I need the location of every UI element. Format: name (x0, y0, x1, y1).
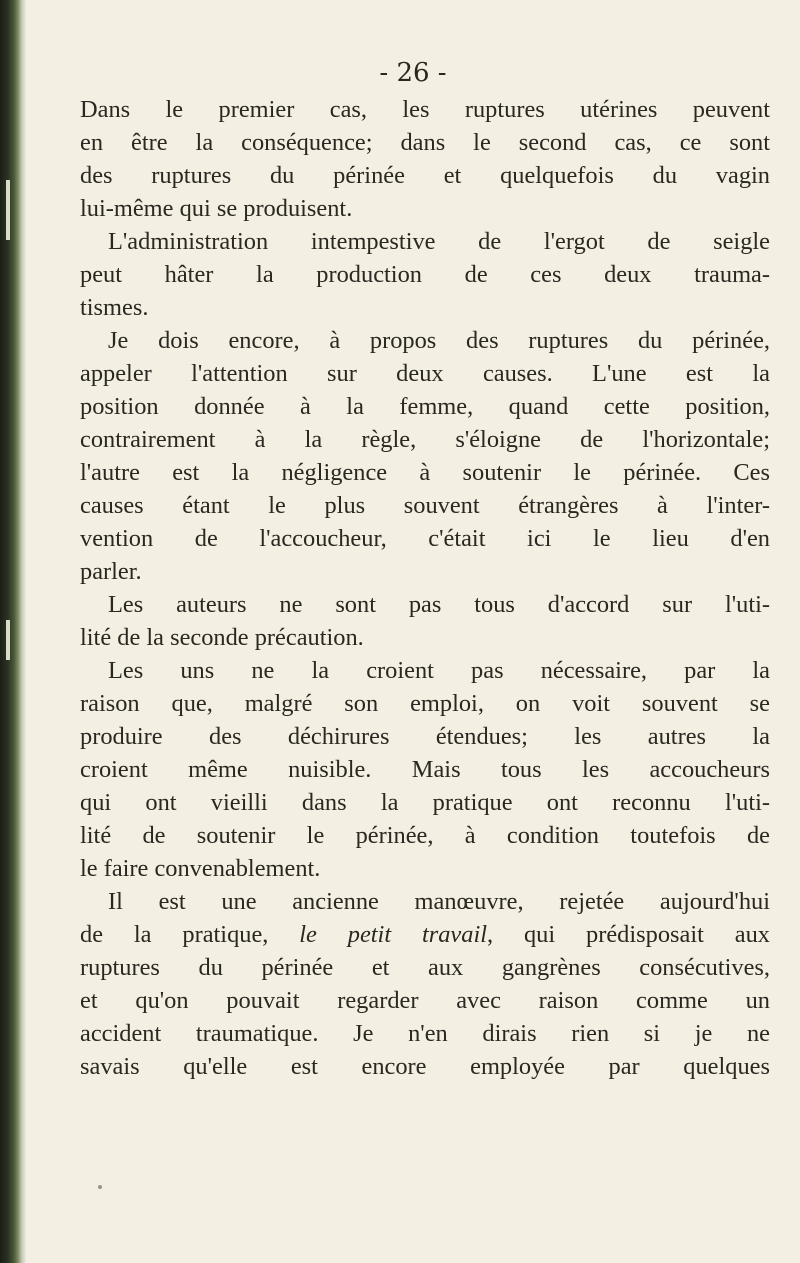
text-line: vention de l'accoucheur, c'était ici le lieu d'en (80, 525, 770, 552)
body-text (80, 93, 770, 1083)
text-line: tismes. (80, 294, 149, 321)
text-line: croient même nuisible. Mais tous les accoucheurs (80, 756, 770, 783)
text-line: position donnée à la femme, quand cette position, (80, 393, 770, 420)
text-line: le faire convenablement. (80, 855, 321, 882)
text-line: qui ont vieilli dans la pratique ont reconnu l'uti- (80, 789, 770, 816)
text-line: causes étant le plus souvent étrangères à l'inter- (80, 492, 770, 519)
binding-highlight (6, 180, 10, 240)
text-line: Je dois encore, à propos des ruptures du périnée, (108, 327, 770, 354)
text-line: des ruptures du périnée et quelquefois du vagin (80, 162, 770, 189)
text-line: savais qu'elle est encore employée par quelques (80, 1053, 770, 1080)
text-line: Les auteurs ne sont pas tous d'accord sur l'uti- (108, 591, 770, 618)
text-line: l'autre est la négligence à soutenir le périnée. Ces (80, 459, 770, 486)
text-line: Les uns ne la croient pas nécessaire, par la (108, 657, 770, 684)
text-line: en être la conséquence; dans le second cas, ce sont (80, 129, 770, 156)
text-line: contrairement à la règle, s'éloigne de l'horizontale; (80, 426, 770, 453)
text-line: L'administration intempestive de l'ergot de seigle (108, 228, 770, 255)
text-line-with-italic (80, 918, 770, 951)
page-number: - 26 - (379, 58, 447, 88)
text-line: Il est une ancienne manœuvre, rejetée aujourd'hui (108, 888, 770, 915)
ink-speck (98, 1185, 102, 1189)
text-line: Dans le premier cas, les ruptures utérines peuvent (80, 96, 770, 123)
binding-highlight (6, 620, 10, 660)
text-line: peut hâter la production de ces deux trauma- (80, 261, 770, 288)
text-line: parler. (80, 558, 142, 585)
italic-term: le petit travail (299, 921, 488, 948)
text-line: lité de la seconde précaution. (80, 624, 364, 651)
text-fragment: , qui prédisposait aux (487, 921, 770, 948)
text-line: ruptures du périnée et aux gangrènes consécutives, (80, 954, 770, 981)
text-line: et qu'on pouvait regarder avec raison comme un (80, 987, 770, 1014)
book-binding (0, 0, 26, 1263)
book-page (26, 0, 800, 1263)
text-line: produire des déchirures étendues; les autres la (80, 723, 770, 750)
text-line: appeler l'attention sur deux causes. L'une est la (80, 360, 770, 387)
text-fragment: de la pratique, (80, 921, 300, 948)
text-line: raison que, malgré son emploi, on voit souvent se (80, 690, 770, 717)
text-line: lité de soutenir le périnée, à condition toutefois de (80, 822, 770, 849)
text-line: accident traumatique. Je n'en dirais rien si je ne (80, 1020, 770, 1047)
text-line: lui-même qui se produisent. (80, 195, 353, 222)
